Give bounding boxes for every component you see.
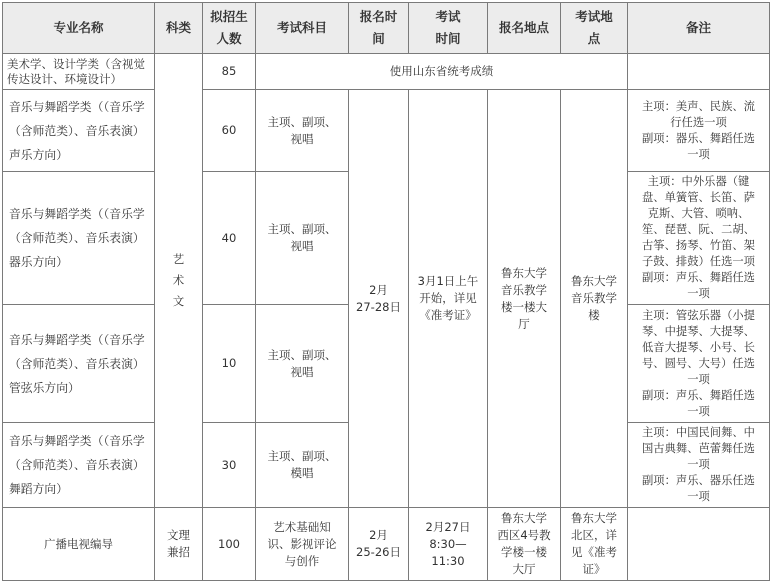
quota-cell: 10 bbox=[203, 305, 256, 423]
exam-place-cell: 鲁东大学 音乐教学 楼 bbox=[561, 90, 628, 508]
quota-cell: 60 bbox=[203, 90, 256, 172]
reg-place-cell: 鲁东大学 西区4号教 学楼一楼 大厅 bbox=[488, 508, 561, 581]
header-major: 专业名称 bbox=[3, 3, 155, 54]
remarks-cell bbox=[628, 54, 770, 90]
exam-time-cell: 3月1日上午 开始，详见 《准考证》 bbox=[409, 90, 488, 508]
remarks-cell: 主项：中外乐器（键 盘、单簧管、长笛、萨 克斯、大管、唢呐、 笙、琵琶、阮、二胡、 古筝、扬琴、竹笛、架 子鼓、排鼓）任选一项 副项：声乐、舞蹈任选 一项 bbox=[628, 172, 770, 305]
major-cell: 音乐与舞蹈学类（（音乐学（含师范类）、音乐表演）管弦乐方向） bbox=[3, 305, 155, 423]
remarks-cell: 主项：中国民间舞、中 国古典舞、芭蕾舞任选 一项 副项：声乐、器乐任选 一项 bbox=[628, 423, 770, 508]
subjects-cell: 主项、副项、 模唱 bbox=[256, 423, 349, 508]
major-cell: 美术学、设计学类（含视觉传达设计、环境设计） bbox=[3, 54, 155, 90]
subjects-cell: 主项、副项、 视唱 bbox=[256, 305, 349, 423]
exam-place-cell: 鲁东大学 北区，详 见《准考 证》 bbox=[561, 508, 628, 581]
table-row bbox=[3, 508, 770, 581]
header-exam-place: 考试地 点 bbox=[561, 3, 628, 54]
header-category: 科类 bbox=[155, 3, 203, 54]
header-row bbox=[3, 3, 770, 54]
subjects-cell: 主项、副项、 视唱 bbox=[256, 90, 349, 172]
remarks-cell bbox=[628, 508, 770, 581]
remarks-cell: 主项：管弦乐器（小提 琴、中提琴、大提琴、 低音大提琴、小号、长 号、圆号、大号）任选 一项 副项：声乐、舞蹈任选 一项 bbox=[628, 305, 770, 423]
reg-time-cell: 2月 25-26日 bbox=[349, 508, 409, 581]
header-exam-time: 考试 时间 bbox=[409, 3, 488, 54]
subjects-cell: 主项、副项、 视唱 bbox=[256, 172, 349, 305]
major-cell: 音乐与舞蹈学类（（音乐学（含师范类）、音乐表演）器乐方向） bbox=[3, 172, 155, 305]
reg-place-cell: 鲁东大学 音乐教学 楼一楼大 厅 bbox=[488, 90, 561, 508]
header-reg-time: 报名时 间 bbox=[349, 3, 409, 54]
category-cell: 艺 术 文 bbox=[155, 54, 203, 508]
quota-cell: 30 bbox=[203, 423, 256, 508]
header-remarks: 备注 bbox=[628, 3, 770, 54]
table-row bbox=[3, 90, 770, 172]
major-cell: 音乐与舞蹈学类（（音乐学（含师范类）、音乐表演）声乐方向） bbox=[3, 90, 155, 172]
remarks-cell: 主项：美声、民族、流 行任选一项 副项：器乐、舞蹈任选 一项 bbox=[628, 90, 770, 172]
header-reg-place: 报名地点 bbox=[488, 3, 561, 54]
merged-note-cell: 使用山东省统考成绩 bbox=[256, 54, 628, 90]
major-cell: 音乐与舞蹈学类（（音乐学（含师范类）、音乐表演）舞蹈方向） bbox=[3, 423, 155, 508]
quota-cell: 100 bbox=[203, 508, 256, 581]
header-subjects: 考试科目 bbox=[256, 3, 349, 54]
header-quota: 拟招生 人数 bbox=[203, 3, 256, 54]
reg-time-cell: 2月 27-28日 bbox=[349, 90, 409, 508]
category-cell: 文理 兼招 bbox=[155, 508, 203, 581]
table-row bbox=[3, 54, 770, 90]
exam-time-cell: 2月27日 8:30— 11:30 bbox=[409, 508, 488, 581]
quota-cell: 40 bbox=[203, 172, 256, 305]
quota-cell: 85 bbox=[203, 54, 256, 90]
major-cell: 广播电视编导 bbox=[3, 508, 155, 581]
subjects-cell: 艺术基础知 识、影视评论 与创作 bbox=[256, 508, 349, 581]
admissions-table bbox=[2, 2, 770, 581]
